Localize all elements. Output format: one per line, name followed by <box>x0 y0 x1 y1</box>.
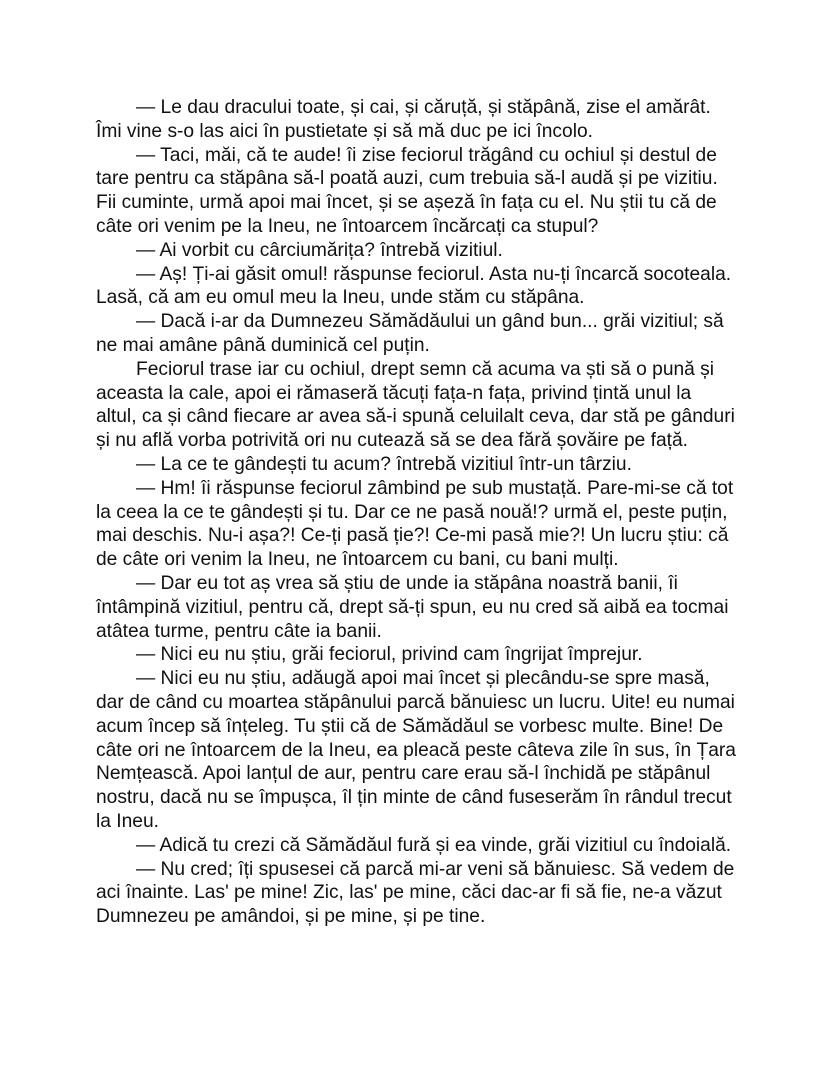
paragraph: — Nici eu nu știu, adăugă apoi mai încet și plecându-se spre masă, dar de când cu moartea stăpânului parcă bănuiesc un lucru. Uite! eu numai acum încep să înțeleg. Tu știi că de Sămădăul se vorbesc multe. Bine! De câte ori ne întoarcem de la Ineu, ea pleacă peste câteva zile în sus, în Țara Nemțească. Apoi lanțul de aur, pentru care erau să-l închidă pe stăpânul nostru, dacă nu se împușca, îl țin minte de când fuseserăm în rândul trecut la Ineu. <box>96 668 736 832</box>
paragraph: — Dar eu tot aș vrea să știu de unde ia stăpâna noastră banii, îi întâmpină vizitiul, pentru că, drept să-ți spun, eu nu cred să aibă ea tocmai atâtea turme, pentru câte ia banii. <box>96 572 729 642</box>
document-page <box>96 96 736 929</box>
paragraph: — Le dau dracului toate, și cai, și căruță, și stăpână, zise el amărât. Îmi vine s-o las aici în pustietate și să mă duc pe ici încolo. <box>96 97 711 142</box>
paragraph: — Hm! îi răspunse feciorul zâmbind pe sub mustață. Pare-mi-se că tot la ceea la ce te gândești și tu. Dar ce ne pasă nouă!? urmă el, peste puțin, mai deschis. Nu-i așa?! Ce-ți pasă ție?! Ce-mi pasă mie?! Un lucru știu: că de câte ori venim la Ineu, ne întoarcem cu bani, cu bani mulți. <box>96 477 734 571</box>
paragraph: — Taci, măi, că te aude! îi zise feciorul trăgând cu ochiul și destul de tare pentru ca stăpâna să-l poată auzi, cum trebuia să-l audă și pe vizitiu. Fii cuminte, urmă apoi mai încet, și se așeză în fața cu el. Nu știi tu că de câte ori venim pe la Ineu, ne întoarcem încărcați ca stupul? <box>96 144 718 237</box>
paragraph: — Dacă i-ar da Dumnezeu Sămădăului un gând bun... grăi vizitiul; să ne mai amâne până duminică cel puțin. <box>96 311 724 356</box>
paragraph: — Adică tu crezi că Sămădăul fură și ea vinde, grăi vizitiul cu îndoială. <box>136 834 732 856</box>
paragraph: — Aș! Ți-ai găsit omul! răspunse feciorul. Asta nu-ți încarcă socoteala. Lasă, că am eu omul meu la Ineu, unde stăm cu stăpâna. <box>96 263 732 309</box>
paragraph: — Nici eu nu știu, grăi feciorul, privind cam îngrijat împrejur. <box>136 644 643 666</box>
paragraph: — Nu cred; îți spusesei că parcă mi-ar veni să bănuiesc. Să vedem de aci înainte. Las' pe mine! Zic, las' pe mine, căci dac-ar fi să fie, ne-a văzut Dumnezeu pe amândoi, și pe mine, și pe tine. <box>96 858 735 928</box>
paragraph: — La ce te gândești tu acum? întrebă vizitiul într-un târziu. <box>136 453 632 475</box>
paragraph: — Ai vorbit cu cârciumărița? întrebă vizitiul. <box>136 239 503 261</box>
paragraph: Feciorul trase iar cu ochiul, drept semn că acuma va ști să o pună și aceasta la cale, apoi ei rămaseră tăcuți fața-n fața, privind țintă unul la altul, ca și când fiecare ar avea să-i spună celuilalt ceva, dar stă pe gânduri și nu află vorba potrivită ori nu cutează să se dea fără șovăire pe față. <box>96 358 735 452</box>
